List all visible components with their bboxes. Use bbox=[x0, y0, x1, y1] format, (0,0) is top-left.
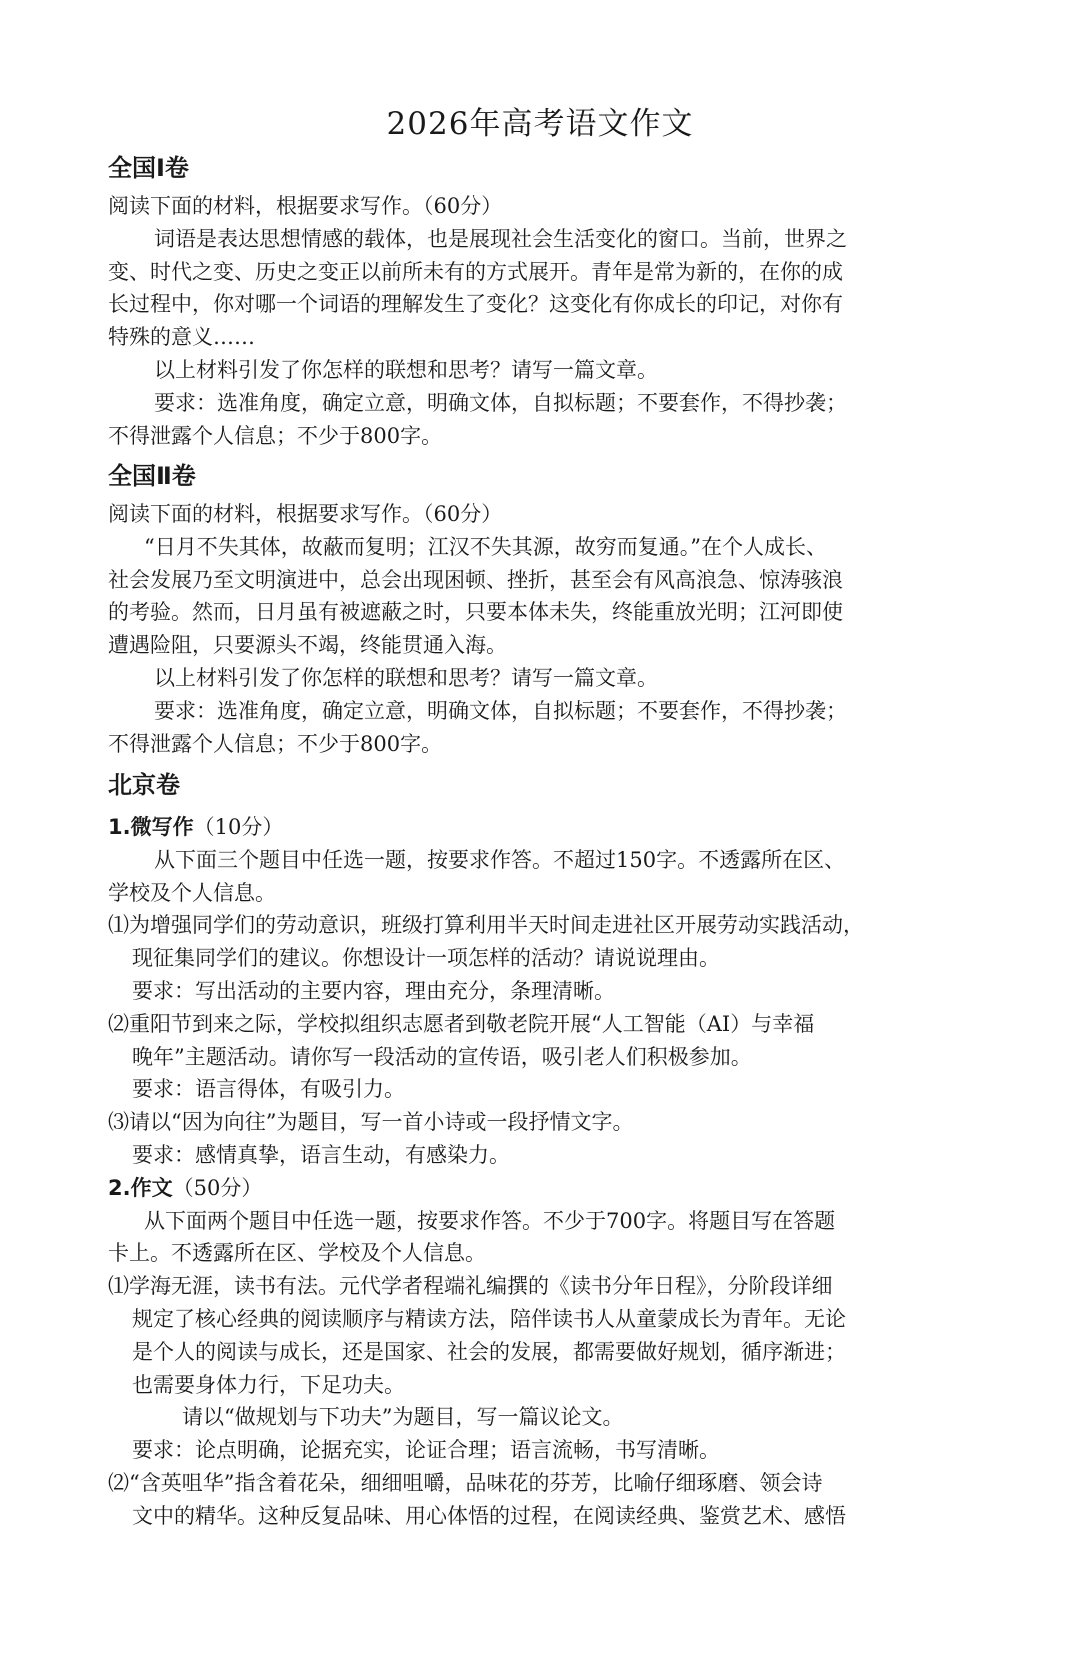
intro-line: 学校及个人信息。 bbox=[108, 880, 276, 905]
option-line: ⑴学海无涯，读书有法。元代学者程端礼编撰的《读书分年日程》，分阶段详细 bbox=[108, 1274, 833, 1299]
intro-line: 阅读下面的材料，根据要求写作。（60分） bbox=[108, 194, 503, 218]
option-line: 也需要身体力行，下足功夫。 bbox=[132, 1372, 405, 1397]
option-line: ⑴为增强同学们的劳动意识，班级打算利用半天时间走进社区开展劳动实践活动， bbox=[108, 913, 864, 938]
option-line: ⑵“含英咀华”指含着花朵，细细咀嚼，品味花的芬芳，比喻仔细琢磨、领会诗 bbox=[108, 1470, 823, 1495]
material-line: “日月不失其体，故蔽而复明；江汉不失其源，故穷而复通。”在个人成长、 bbox=[144, 534, 827, 559]
question-label: 作文 bbox=[130, 1175, 173, 1200]
page-title: 2026年高考语文作文 bbox=[386, 106, 694, 142]
material-line: 遭遇险阻，只要源头不竭，终能贯通入海。 bbox=[108, 633, 507, 658]
intro-line: 从下面两个题目中任选一题，按要求作答。不少于700字。将题目写在答题 bbox=[144, 1208, 836, 1233]
question-number: 2. bbox=[108, 1175, 131, 1200]
material-line: 长过程中，你对哪一个词语的理解发生了变化？这变化有你成长的印记，对你有 bbox=[108, 292, 843, 317]
material-line: 社会发展乃至文明演进中，总会出现困顿、挫折，甚至会有风高浪急、惊涛骇浪 bbox=[108, 567, 843, 592]
section-heading: 全国Ⅱ卷 bbox=[108, 462, 196, 490]
question-score: （10分） bbox=[193, 815, 284, 839]
micro-writing-title bbox=[108, 811, 978, 844]
material-line: 特殊的意义…… bbox=[108, 325, 255, 350]
option-line: 文中的精华。这种反复品味、用心体悟的过程，在阅读经典、鉴赏艺术、感悟 bbox=[132, 1503, 846, 1528]
beijing-section bbox=[108, 767, 978, 1533]
option-line: 晚年”主题活动。请你写一段活动的宣传语，吸引老人们积极参加。 bbox=[132, 1044, 752, 1069]
option-requirement: 要求：感情真挚，语言生动，有感染力。 bbox=[132, 1142, 510, 1167]
prompt-line: 以上材料引发了你怎样的联想和思考？请写一篇文章。 bbox=[154, 357, 658, 382]
option-requirement: 要求：写出活动的主要内容，理由充分，条理清晰。 bbox=[132, 978, 615, 1003]
question-label: 微写作 bbox=[130, 815, 194, 839]
question-score: （50分） bbox=[172, 1175, 263, 1200]
intro-line: 从下面三个题目中任选一题，按要求作答。不超过150字。不透露所在区、 bbox=[154, 847, 846, 872]
option-line: 是个人的阅读与成长，还是国家、社会的发展，都需要做好规划，循序渐进； bbox=[132, 1339, 846, 1364]
requirement-line: 不得泄露个人信息；不少于800字。 bbox=[108, 731, 443, 756]
option-requirement: 要求：语言得体，有吸引力。 bbox=[132, 1077, 405, 1102]
prompt-line: 以上材料引发了你怎样的联想和思考？请写一篇文章。 bbox=[154, 665, 658, 690]
intro-line: 卡上。不透露所在区、学校及个人信息。 bbox=[108, 1241, 486, 1266]
section-heading: 全国Ⅰ卷 bbox=[108, 154, 189, 182]
requirement-line: 要求：选准角度，确定立意，明确文体，自拟标题；不要套作，不得抄袭； bbox=[154, 698, 847, 723]
option-line: 现征集同学们的建议。你想设计一项怎样的活动？请说说理由。 bbox=[132, 946, 720, 971]
option-requirement: 要求：论点明确，论据充实，论证合理；语言流畅，书写清晰。 bbox=[132, 1438, 720, 1463]
national-1-section bbox=[108, 150, 978, 452]
question-number: 1. bbox=[108, 815, 131, 839]
intro-line: 阅读下面的材料，根据要求写作。（60分） bbox=[108, 502, 503, 526]
section-heading: 北京卷 bbox=[108, 771, 180, 799]
material-line: 的考验。然而，日月虽有被遮蔽之时，只要本体未失，终能重放光明；江河即使 bbox=[108, 600, 843, 625]
requirement-line: 要求：选准角度，确定立意，明确文体，自拟标题；不要套作，不得抄袭； bbox=[154, 390, 847, 415]
option-line: ⑵重阳节到来之际，学校拟组织志愿者到敬老院开展“人工智能（AI）与幸福 bbox=[108, 1011, 815, 1036]
material-line: 词语是表达思想情感的载体，也是展现社会生活变化的窗口。当前，世界之 bbox=[154, 226, 847, 251]
material-line: 变、时代之变、历史之变正以前所未有的方式展开。青年是常为新的，在你的成 bbox=[108, 259, 843, 284]
requirement-line: 不得泄露个人信息；不少于800字。 bbox=[108, 423, 443, 448]
option-line: ⑶请以“因为向往”为题目，写一首小诗或一段抒情文字。 bbox=[108, 1110, 634, 1135]
national-2-section bbox=[108, 458, 978, 760]
essay-title bbox=[108, 1172, 978, 1205]
option-prompt: 请以“做规划与下功夫”为题目，写一篇议论文。 bbox=[182, 1405, 624, 1430]
option-line: 规定了核心经典的阅读顺序与精读方法，陪伴读书人从童蒙成长为青年。无论 bbox=[132, 1306, 846, 1331]
